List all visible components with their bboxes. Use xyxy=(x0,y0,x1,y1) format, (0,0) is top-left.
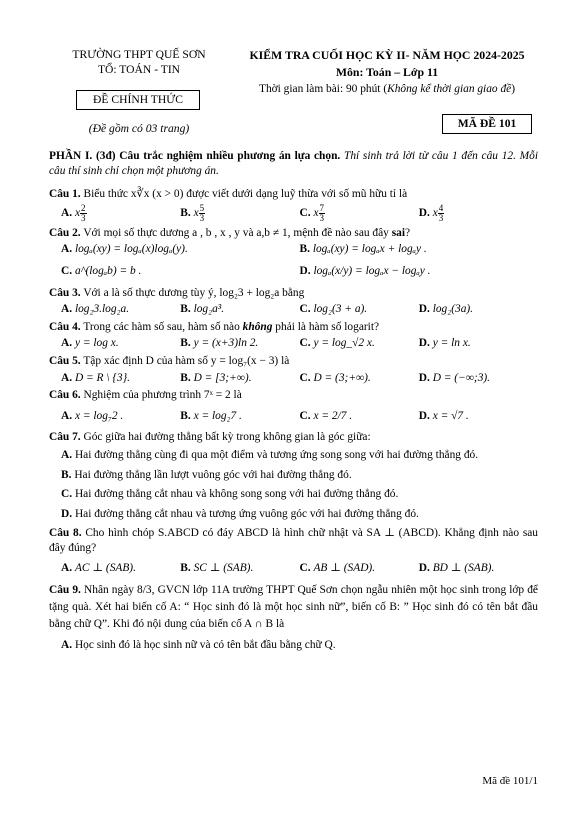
answer-key: B. xyxy=(180,303,191,316)
answer-option[interactable] xyxy=(61,264,300,279)
exp-num: 2 xyxy=(81,202,86,213)
answer-key: D. xyxy=(418,409,430,422)
answer-text: logₐ(xy) = logₐ(x)logₐ(y). xyxy=(74,243,188,256)
exp-num: 5 xyxy=(199,202,205,213)
answer-key: A. xyxy=(61,337,73,350)
answer-text: D = (3;+∞). xyxy=(313,371,371,384)
answer-text: log₂(3 + a). xyxy=(313,303,368,316)
answer-key: A. xyxy=(61,371,73,384)
answer-option[interactable] xyxy=(419,302,538,317)
answer-key: C. xyxy=(299,409,311,422)
answer-key: D. xyxy=(418,206,430,219)
answer-key: C. xyxy=(61,264,73,277)
answer-exponent xyxy=(80,204,87,223)
question-text: Nhân ngày 8/3, GVCN lớp 11A trường THPT Quế Sơn chọn ngẫu nhiên một học sinh trong lớp để tặng quà. Xét hai biến cố A: “ Học sinh đó là một học sinh nữ”, biến cố B: ” Học sinh đó có tên bắt đầu bằng chữ Q”. Khi đó nội dung của biến cố A ∩ B là xyxy=(49,584,538,631)
answer-text: log₂(3a). xyxy=(432,303,474,316)
answer-option[interactable] xyxy=(419,204,538,223)
question-9 xyxy=(49,582,538,633)
answers-5 xyxy=(61,371,538,386)
answer-key: C. xyxy=(61,488,73,501)
question-text: Biểu thức x∛x (x > 0) được viết dưới dạng luỹ thừa với số mũ hữu tỉ là xyxy=(83,188,408,201)
answer-text: AC ⊥ (SAB). xyxy=(74,562,136,575)
question-text: Tập xác định D của hàm số y = log₇(x − 3) là xyxy=(83,354,290,367)
answer-option[interactable] xyxy=(61,204,180,223)
answer-key: B. xyxy=(299,243,310,256)
answer-exponent xyxy=(438,204,445,223)
answer-key: B. xyxy=(180,371,191,384)
question-label: Câu 4. xyxy=(49,320,81,333)
answer-option[interactable] xyxy=(180,371,299,386)
answer-option[interactable] xyxy=(61,302,180,317)
answer-text: D = [3;+∞). xyxy=(193,371,252,384)
official-badge: ĐỀ CHÍNH THỨC xyxy=(76,90,200,110)
time-note: Không kể thời gian giao đề xyxy=(387,83,512,95)
time-prefix: Thời gian làm bài: 90 phút ( xyxy=(258,83,388,95)
answer-key: A. xyxy=(61,409,73,422)
answer-option[interactable] xyxy=(61,242,300,257)
question-8 xyxy=(49,526,538,555)
answer-option[interactable] xyxy=(61,468,538,483)
question-tail: phải là hàm số logarit? xyxy=(275,320,380,333)
answer-key: A. xyxy=(61,562,73,575)
answer-key: D. xyxy=(418,303,430,316)
question-text: Cho hình chóp S.ABCD có đáy ABCD là hình chữ nhật và SA ⊥ (ABCD). Khẳng định nào sau đây đúng? xyxy=(49,527,538,554)
answer-option[interactable] xyxy=(300,561,419,576)
answer-key: D. xyxy=(61,507,73,520)
answers-6 xyxy=(61,409,538,424)
question-7 xyxy=(49,430,538,445)
answer-option[interactable] xyxy=(61,507,538,522)
answer-option[interactable] xyxy=(419,371,538,386)
question-label: Câu 5. xyxy=(49,354,81,367)
answer-key: A. xyxy=(61,243,73,256)
exp-den: 3 xyxy=(199,212,205,223)
answer-text: y = (x+3)ln 2. xyxy=(193,337,259,350)
part-1-instruction: Thí sinh trả lời từ câu 1 đến câu 12. Mỗi câu thí sinh chỉ chọn một phương án. xyxy=(49,150,538,177)
answer-option[interactable] xyxy=(61,561,180,576)
answers-8 xyxy=(61,561,538,576)
question-label: Câu 2. xyxy=(49,226,81,239)
answer-option[interactable] xyxy=(300,204,419,223)
answers-2a xyxy=(61,242,538,257)
answers-2b xyxy=(61,264,538,279)
question-tail: ? xyxy=(405,226,411,239)
answer-key: C. xyxy=(299,206,311,219)
question-5 xyxy=(49,354,538,369)
question-1 xyxy=(49,187,538,202)
answer-key: C. xyxy=(299,562,311,575)
answer-text: BD ⊥ (SAB). xyxy=(432,562,495,575)
answer-option[interactable] xyxy=(61,638,538,653)
answer-option[interactable] xyxy=(180,409,299,424)
question-text: Trong các hàm số sau, hàm số nào xyxy=(83,320,240,333)
answer-option[interactable] xyxy=(419,336,538,351)
answer-option[interactable] xyxy=(180,204,299,223)
answer-key: A. xyxy=(61,206,73,219)
answer-text: x = √7 . xyxy=(432,409,469,422)
exp-den: 3 xyxy=(438,212,444,223)
question-label: Câu 8. xyxy=(49,527,82,540)
answer-option[interactable] xyxy=(61,409,180,424)
answer-option[interactable] xyxy=(419,561,538,576)
answer-exponent xyxy=(319,204,326,223)
question-label: Câu 3. xyxy=(49,286,81,299)
answer-text: logₐ(x/y) = logₐx − logₐy . xyxy=(313,264,431,277)
answers-3 xyxy=(61,302,538,317)
exam-time xyxy=(232,82,542,97)
answer-text: Hai đường thẳng cắt nhau và không song song với hai đường thẳng đó. xyxy=(74,488,399,501)
answer-key: B. xyxy=(180,409,191,422)
question-label: Câu 9. xyxy=(49,584,81,597)
answer-text: D = (−∞;3). xyxy=(432,371,491,384)
answer-base: x xyxy=(313,206,319,219)
answer-option[interactable] xyxy=(300,371,419,386)
answer-exponent xyxy=(199,204,206,223)
answer-text: D = R \ {3}. xyxy=(74,371,131,384)
answer-key: A. xyxy=(61,303,73,316)
answer-key: B. xyxy=(180,206,191,219)
answer-key: D. xyxy=(418,337,430,350)
answer-option[interactable] xyxy=(61,448,538,463)
answer-text: AB ⊥ (SAD). xyxy=(313,562,376,575)
answer-text: x = log₂7 . xyxy=(193,409,242,422)
answer-text: Hai đường thẳng cắt nhau và tương ứng vuông góc với hai đường thẳng đó. xyxy=(74,507,419,520)
answers-1 xyxy=(61,204,538,223)
answer-key: A. xyxy=(61,448,73,461)
answer-text: Hai đường thẳng cùng đi qua một điểm và tương ứng song song với hai đường thẳng đó. xyxy=(74,448,479,461)
answer-text: y = ln x. xyxy=(432,337,471,350)
answer-key: C. xyxy=(299,337,311,350)
question-text: Nghiệm của phương trình 7ˣ = 2 là xyxy=(83,389,242,402)
answer-key: C. xyxy=(299,371,311,384)
question-label: Câu 6. xyxy=(49,389,81,402)
question-text: Với mọi số thực dương a , b , x , y và a,b ≠ 1, mệnh đề nào sau đây xyxy=(83,226,389,239)
answer-key: B. xyxy=(180,562,191,575)
exp-num: 4 xyxy=(438,202,444,213)
school-name: TRƯỜNG THPT QUẾ SƠN xyxy=(72,48,206,61)
answer-text: a^(logₐb) = b . xyxy=(74,264,142,277)
answer-key: C. xyxy=(299,303,311,316)
answer-key: D. xyxy=(299,264,311,277)
answer-option[interactable] xyxy=(300,302,419,317)
answer-text: y = log x. xyxy=(74,337,119,350)
answer-key: D. xyxy=(418,371,430,384)
answer-option[interactable] xyxy=(61,487,538,502)
question-2 xyxy=(49,226,538,241)
question-text: Với a là số thực dương tùy ý, log₂3 + log₂a bằng xyxy=(83,286,305,299)
department-name: TỔ: TOÁN - TIN xyxy=(97,63,181,76)
exam-subject: Môn: Toán – Lớp 11 xyxy=(335,65,439,79)
question-label: Câu 7. xyxy=(49,431,81,444)
answer-text: y = log_√2 x. xyxy=(313,337,375,350)
answer-text: x = log₇2 . xyxy=(74,409,124,422)
answer-text: log₂3.log₂a. xyxy=(74,303,130,316)
answer-key: A. xyxy=(61,639,73,652)
page-footer: Mã đề 101/1 xyxy=(482,775,538,787)
answer-base: x xyxy=(432,206,438,219)
exp-den: 3 xyxy=(81,212,86,223)
answer-key: B. xyxy=(61,468,72,481)
question-6 xyxy=(49,388,538,403)
answer-option[interactable] xyxy=(180,302,299,317)
exp-num: 7 xyxy=(319,202,324,213)
exam-title: KIỂM TRA CUỐI HỌC KỲ II- NĂM HỌC 2024-2025 xyxy=(249,48,525,62)
answer-text: Hai đường thẳng lần lượt vuông góc với hai đường thẳng đó. xyxy=(74,468,352,481)
answer-option[interactable] xyxy=(180,336,299,351)
answer-text: SC ⊥ (SAB). xyxy=(193,562,254,575)
answer-option[interactable] xyxy=(300,264,539,279)
question-3 xyxy=(49,286,538,301)
answers-4 xyxy=(61,336,538,351)
part-1-title: PHẦN I. (3đ) Câu trắc nghiệm nhiều phương án lựa chọn. xyxy=(49,150,341,162)
question-emphasis: không xyxy=(242,320,273,333)
exp-den: 3 xyxy=(319,212,324,223)
time-suffix: ) xyxy=(511,83,516,95)
part-1-heading xyxy=(49,149,538,178)
answer-text: logₐ(xy) = logₐx + logₐy . xyxy=(312,243,427,256)
question-label: Câu 1. xyxy=(49,188,81,201)
question-4 xyxy=(49,320,538,335)
answer-option[interactable] xyxy=(419,409,538,424)
question-text: Góc giữa hai đường thẳng bất kỳ trong không gian là góc giữa: xyxy=(83,431,371,444)
page-count: (Đề gồm có 03 trang) xyxy=(88,122,190,135)
answer-base: x xyxy=(193,206,199,219)
answer-text: Học sinh đó là học sinh nữ và có tên bắt đầu bằng chữ Q. xyxy=(74,639,336,652)
question-emphasis: sai xyxy=(391,226,406,239)
answer-option[interactable] xyxy=(300,409,419,424)
answer-text: x = 2/7 . xyxy=(313,409,353,422)
answer-key: D. xyxy=(418,562,430,575)
answer-option[interactable] xyxy=(300,336,419,351)
answer-key: B. xyxy=(180,337,191,350)
answer-text: log₂a³. xyxy=(193,303,225,316)
exam-code-badge: MÃ ĐỀ 101 xyxy=(442,114,532,134)
answer-base: x xyxy=(74,206,80,219)
answer-option[interactable] xyxy=(61,371,180,386)
answer-option[interactable] xyxy=(180,561,299,576)
exam-content xyxy=(49,149,538,658)
answer-option[interactable] xyxy=(300,242,539,257)
answer-option[interactable] xyxy=(61,336,180,351)
